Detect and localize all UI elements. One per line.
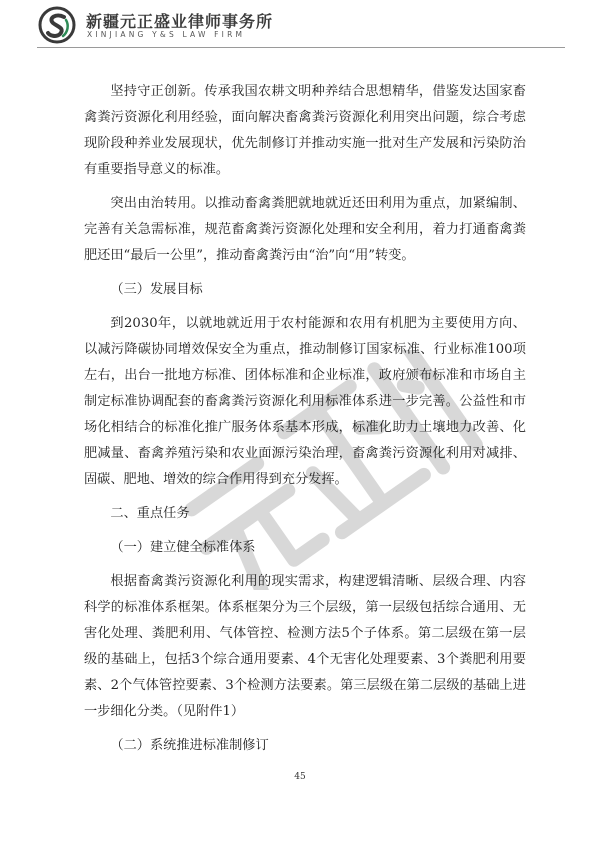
section-heading: （一）建立健全标准体系 (110, 540, 256, 555)
section-heading: （三）发展目标 (110, 282, 203, 297)
header-divider (37, 47, 565, 48)
paragraph: 根据畜禽粪污资源化利用的现实需求，构建逻辑清晰、层级合理、内容科学的标准体系框架。体系框架分为三个层级，第一层级包括综合通用、无害化处理、粪肥利用、气体管控、检测方法5个子体系。第二层级在第一层级的基础上，包括3个综合通用要素、4个无害化处理要素、3个粪肥利用要素、2个气体管控要素、3个检测方法要素。第三层级在第二层级的基础上进一步细化分类。（见附件1） (84, 574, 526, 719)
section-heading: 二、重点任务 (110, 506, 190, 521)
document-body (84, 79, 526, 759)
page-number: 45 (294, 772, 306, 782)
firm-name-en: XINJIANG Y&S LAW FIRM (87, 30, 246, 39)
firm-logo-icon (38, 6, 76, 44)
section-heading: （二）系统推进标准制修订 (110, 738, 269, 753)
firm-name-cn: 新疆元正盛业律师事务所 (86, 12, 274, 31)
paragraph: 到2030年，以就地就近用于农村能源和农用有机肥为主要使用方向、以减污降碳协同增效保安全为重点，推动制修订国家标准、行业标准100项左右，出台一批地方标准、团体标准和企业标准，政府颁布标准和市场自主制定标准协调配套的畜禽粪污资源化利用标准体系进一步完善。公益性和市场化相结合的标准化推广服务体系基本形成，标准化助力土壤地力改善、化肥减量、畜禽养殖污染和农业面源污染治理，畜禽粪污资源化利用对减排、固碳、肥地、增效的综合作用得到充分发挥。 (84, 316, 526, 487)
paragraph: 突出由治转用。以推动畜禽粪肥就地就近还田利用为重点，加紧编制、完善有关急需标准，规范畜禽粪污资源化处理和安全利用，着力打通畜禽粪肥还田“最后一公里”，推动畜禽粪污由“治”向“用”转变。 (84, 196, 526, 263)
letterhead (38, 6, 568, 46)
paragraph: 坚持守正创新。传承我国农耕文明种养结合思想精华，借鉴发达国家畜禽粪污资源化利用经验，面向解决畜禽粪污资源化利用突出问题，综合考虑现阶段种养业发展现状，优先制修订并推动实施一批对生产发展和污染防治有重要指导意义的标准。 (84, 84, 526, 177)
